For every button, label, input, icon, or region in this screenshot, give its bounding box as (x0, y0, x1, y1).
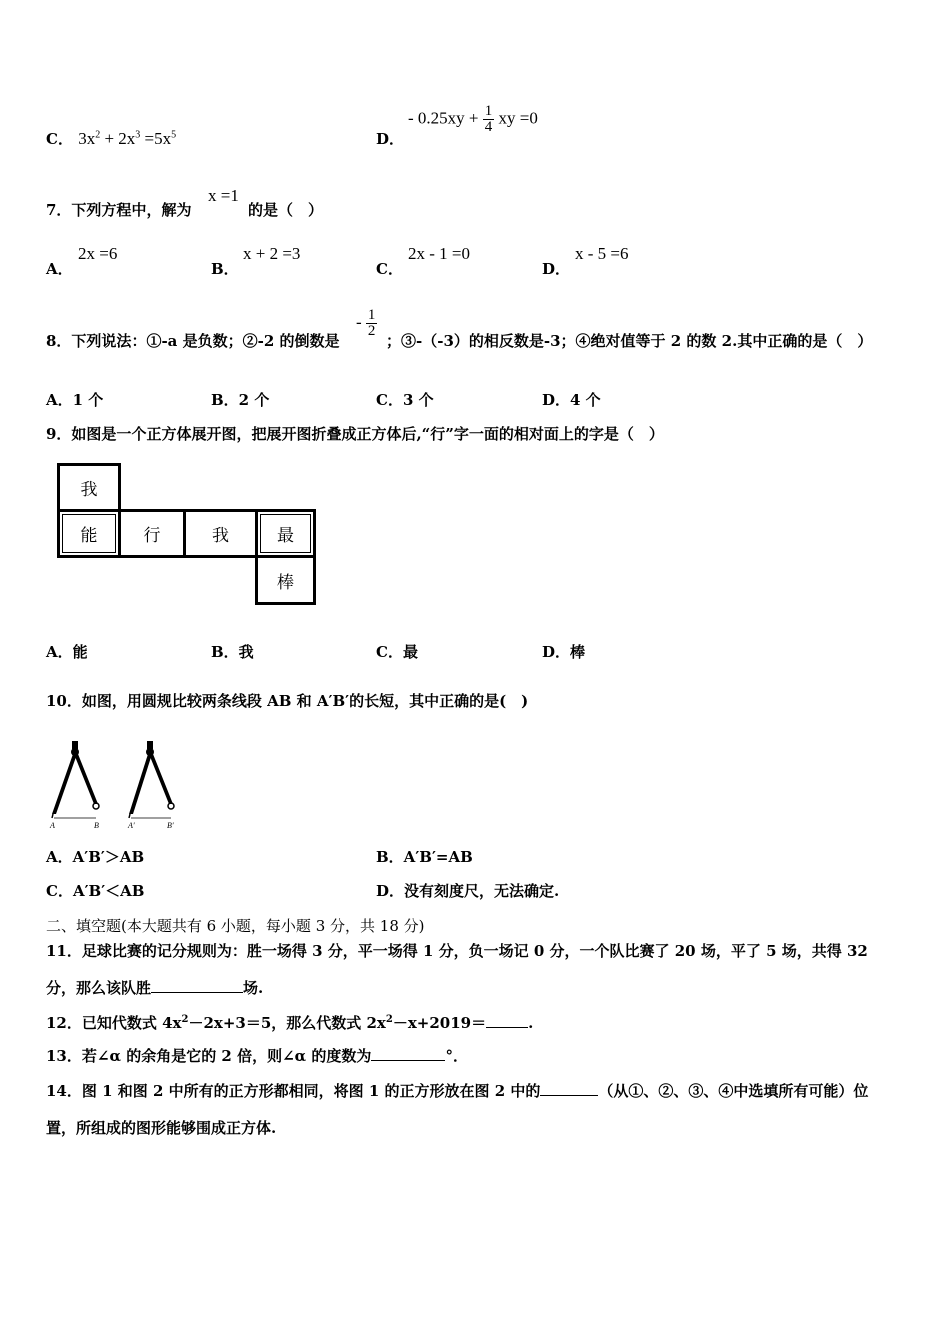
q14-answer-blank[interactable] (540, 1095, 598, 1096)
q7-stem-pre: 7．下列方程中，解为 (46, 201, 192, 219)
q9-option-d: D．棒 (542, 643, 586, 661)
q6-option-c: C． $3x^2 + 2x^3 =5x^5$ (46, 129, 177, 148)
q7-option-d-math: x - 5 =6 (575, 244, 629, 263)
label-b: B (94, 821, 99, 830)
q8-option-b: B．2 个 (211, 391, 270, 409)
q14-line2: 置，所组成的图形能够围成正方体. (46, 1119, 277, 1137)
q8-stem-pre: 8．下列说法：①-a 是负数；②-2 的倒数是 (46, 332, 340, 350)
q7-option-a-math: 2x =6 (78, 244, 118, 263)
q7-option-b-label: B． (211, 260, 239, 278)
net-square-bottom: 棒 (255, 555, 316, 605)
q8-stem-post: ；③-（-3）的相反数是-3；④绝对值等于 2 的数 2.其中正确的是（ ） (386, 332, 873, 350)
net-square-1: 能 (57, 509, 121, 558)
q8-option-c: C．3 个 (376, 391, 434, 409)
label-a-prime: A′ (128, 821, 135, 830)
q10-option-b: B．A′B′=AB (376, 848, 473, 866)
q12-answer-blank[interactable] (486, 1027, 528, 1028)
section-2-heading: 二、填空题(本大题共有 6 小题，每小题 3 分，共 18 分) (46, 917, 425, 935)
q8-fraction: - $\frac{1}{2}$ (356, 307, 376, 339)
q11-line1: 11．足球比赛的记分规则为：胜一场得 3 分，平一场得 1 分，负一场记 0 分，一个队比赛了 20 场，平了 5 场，共得 32 (46, 942, 868, 960)
net-square-4: 最 (255, 509, 316, 558)
q7-stem-math: x =1 (208, 186, 239, 205)
q7-option-c-math: 2x - 1 =0 (408, 244, 470, 263)
q12: 12．已知代数式 $4x^2-2x+3=5$，那么代数式 $2x^2-x+2019=$ . (46, 1014, 534, 1032)
q10-option-c: C．A′B′＜AB (46, 882, 145, 900)
compass-right-icon (129, 741, 174, 818)
q13-answer-blank[interactable] (371, 1060, 445, 1061)
net-square-top: 我 (57, 463, 121, 512)
label-b-prime: B′ (167, 821, 174, 830)
q9-option-c: C．最 (376, 643, 418, 661)
q13: 13．若∠α 的余角是它的 2 倍，则∠α 的度数为 °． (46, 1047, 468, 1065)
q9-option-b: B．我 (211, 643, 254, 661)
q6-c-expression: $3x^2 + 2x^3 =5x^5$ (78, 129, 177, 148)
net-square-2: 行 (118, 509, 186, 558)
q7-option-b-math: x + 2 =3 (243, 244, 301, 263)
compass-left-icon (52, 741, 99, 818)
q10-option-d: D．没有刻度尺，无法确定. (376, 882, 560, 900)
q7-option-d-label: D． (542, 260, 571, 278)
q14-line1: 14．图 1 和图 2 中所有的正方形都相同，将图 1 的正方形放在图 2 中的 （从①、②、③、④中选填所有可能）位 (46, 1082, 869, 1100)
label-a: A (50, 821, 55, 830)
q10-stem: 10．如图，用圆规比较两条线段 AB 和 A′B′的长短，其中正确的是( ) (46, 692, 529, 710)
q6-option-d-label: D． (376, 130, 405, 148)
q7-option-c-label: C． (376, 260, 403, 278)
q11-line2: 分，那么该队胜 场. (46, 979, 264, 997)
q7-stem-post: 的是（ ） (248, 201, 324, 219)
q8-option-d: D．4 个 (542, 391, 601, 409)
q11-answer-blank[interactable] (151, 992, 243, 993)
q7-option-a-label: A． (46, 260, 73, 278)
compass-figure (46, 738, 186, 830)
q10-option-a: A．A′B′＞AB (46, 848, 145, 866)
net-square-3: 我 (183, 509, 258, 558)
q9-stem: 9．如图是一个正方体展开图，把展开图折叠成正方体后,“行”字一面的相对面上的字是（ ） (46, 425, 664, 443)
q8-option-a: A．1 个 (46, 391, 104, 409)
q6-d-expression: - 0.25xy + $\frac{1}{4}$ xy =0 (408, 103, 538, 135)
q9-option-a: A．能 (46, 643, 88, 661)
